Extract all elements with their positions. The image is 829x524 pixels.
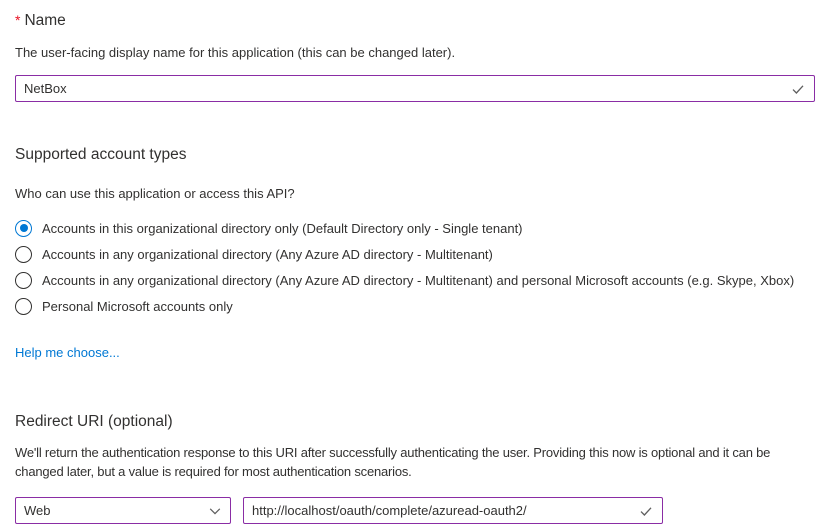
- name-section-title: [15, 10, 815, 31]
- radio-option-multitenant-personal[interactable]: [15, 267, 815, 293]
- radio-icon[interactable]: [15, 220, 32, 237]
- account-types-question: Who can use this application or access this API?: [15, 186, 295, 201]
- redirect-uri-description: We'll return the authentication response to this URI after successfully authenticating the user. Providing this now is optional and it can be changed later, but a value is required for most authentication scenarios.: [15, 445, 771, 479]
- required-asterisk: *: [15, 12, 21, 28]
- radio-icon[interactable]: [15, 272, 32, 289]
- platform-select[interactable]: [15, 497, 231, 524]
- radio-option-personal-only[interactable]: [15, 293, 815, 319]
- radio-option-label: Accounts in any organizational directory (Any Azure AD directory - Multitenant): [42, 246, 493, 262]
- radio-option-label: Accounts in any organizational directory (Any Azure AD directory - Multitenant) and personal Microsoft accounts (e.g. Skype, Xbox): [42, 272, 795, 288]
- name-title-text: Name: [24, 12, 66, 29]
- name-description: The user-facing display name for this application (this can be changed later).: [15, 45, 456, 60]
- redirect-uri-title: Redirect URI (optional): [15, 413, 173, 430]
- radio-icon[interactable]: [15, 246, 32, 263]
- redirect-uri-row: [15, 497, 815, 524]
- redirect-uri-input-container: [243, 497, 663, 524]
- valid-checkmark-icon: [638, 503, 662, 519]
- redirect-uri-input[interactable]: [244, 498, 638, 523]
- radio-option-multitenant[interactable]: [15, 241, 815, 267]
- radio-icon[interactable]: [15, 298, 32, 315]
- chevron-down-icon[interactable]: [208, 504, 230, 518]
- name-input[interactable]: [16, 76, 790, 101]
- radio-option-single-tenant[interactable]: [15, 215, 815, 241]
- account-types-radio-group: [15, 215, 815, 319]
- name-input-container: [15, 75, 815, 102]
- radio-option-label: Accounts in this organizational directory only (Default Directory only - Single tenant): [42, 220, 523, 236]
- help-me-choose-link[interactable]: Help me choose...: [15, 345, 120, 360]
- platform-select-value: Web: [24, 503, 51, 518]
- account-types-title: Supported account types: [15, 146, 187, 163]
- valid-checkmark-icon: [790, 81, 814, 97]
- radio-option-label: Personal Microsoft accounts only: [42, 298, 233, 314]
